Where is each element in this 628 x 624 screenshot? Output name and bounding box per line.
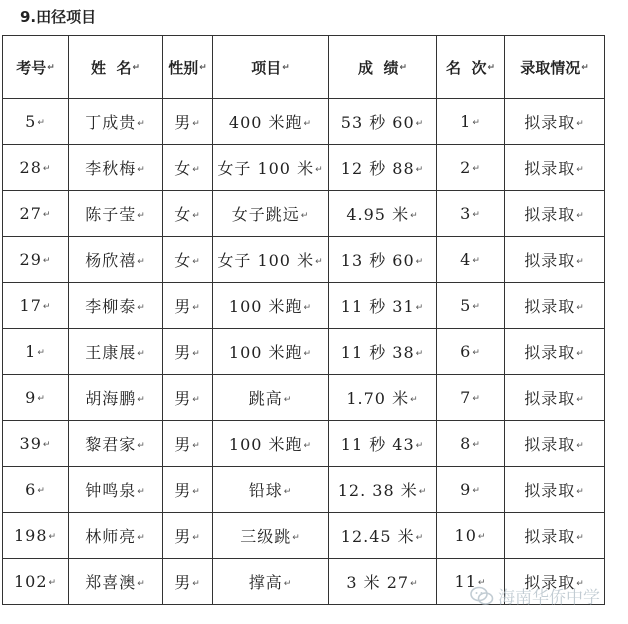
cell-name <box>69 329 163 375</box>
section-title: 9.田径项目 <box>20 8 97 26</box>
paragraph-mark: ↵ <box>576 302 585 313</box>
cell-gender-text: 男 <box>174 389 192 408</box>
cell-id-text: 29 <box>19 250 42 269</box>
cell-id <box>3 375 69 421</box>
cell-name-text: 李秋梅 <box>85 159 137 178</box>
wechat-icon <box>470 586 494 606</box>
paragraph-mark: ↵ <box>137 118 146 129</box>
paragraph-mark: ↵ <box>37 485 46 496</box>
table-row <box>3 99 605 145</box>
cell-rank-text: 9 <box>460 480 472 499</box>
cell-id <box>3 145 69 191</box>
cell-event <box>213 467 329 513</box>
cell-id <box>3 513 69 559</box>
cell-id-text: 17 <box>19 296 42 315</box>
paragraph-mark: ↵ <box>192 302 201 313</box>
table-row <box>3 421 605 467</box>
paragraph-mark: ↵ <box>576 256 585 267</box>
col-header-event: 项目↵ <box>213 36 329 99</box>
cell-gender-text: 男 <box>174 573 192 592</box>
cell-status <box>505 283 605 329</box>
paragraph-mark: ↵ <box>300 210 310 221</box>
cell-id <box>3 329 69 375</box>
cell-rank-text: 11 <box>454 572 477 591</box>
table-row <box>3 283 605 329</box>
cell-event <box>213 191 329 237</box>
cell-status <box>505 237 605 283</box>
cell-score <box>329 467 437 513</box>
cell-score-text: 4.95 米 <box>346 205 410 224</box>
paragraph-mark: ↵ <box>410 394 419 405</box>
cell-id-text: 198 <box>13 526 48 545</box>
paragraph-mark: ↵ <box>37 393 46 404</box>
cell-event-text: 三级跳 <box>240 527 292 546</box>
cell-score <box>329 421 437 467</box>
cell-event-text: 100 米跑 <box>228 297 303 316</box>
cell-status <box>505 513 605 559</box>
paragraph-mark: ↵ <box>303 302 313 313</box>
cell-name <box>69 375 163 421</box>
cell-name <box>69 467 163 513</box>
cell-name-text: 丁成贵 <box>85 113 137 132</box>
cell-score <box>329 191 437 237</box>
cell-gender-text: 男 <box>174 113 192 132</box>
cell-score-text: 12.45 米 <box>340 527 415 546</box>
paragraph-mark: ↵ <box>48 577 58 588</box>
cell-name <box>69 99 163 145</box>
cell-status-text: 拟录取 <box>524 159 576 178</box>
cell-gender-text: 女 <box>174 251 192 270</box>
paragraph-mark: ↵ <box>472 301 481 312</box>
paragraph-mark: ↵ <box>37 347 46 358</box>
cell-status <box>505 421 605 467</box>
cell-name <box>69 283 163 329</box>
paragraph-mark: ↵ <box>576 440 585 451</box>
cell-score-text: 11 秒 31 <box>340 297 415 316</box>
cell-rank <box>437 283 505 329</box>
paragraph-mark: ↵ <box>283 578 293 589</box>
cell-name-text: 李柳泰 <box>85 297 137 316</box>
cell-score-text: 53 秒 60 <box>340 113 415 132</box>
cell-gender-text: 男 <box>174 343 192 362</box>
results-table <box>2 35 605 605</box>
table-header-row <box>3 36 605 99</box>
cell-id-text: 6 <box>25 480 37 499</box>
paragraph-mark: ↵ <box>303 440 313 451</box>
paragraph-mark: ↵ <box>137 348 146 359</box>
cell-id-text: 102 <box>13 572 48 591</box>
cell-id-text: 27 <box>19 204 42 223</box>
col-header-rank: 名 次↵ <box>437 36 505 99</box>
cell-event <box>213 421 329 467</box>
cell-gender-text: 女 <box>174 159 192 178</box>
cell-score <box>329 559 437 605</box>
paragraph-mark: ↵ <box>415 532 425 543</box>
cell-id <box>3 559 69 605</box>
paragraph-mark: ↵ <box>415 118 425 129</box>
paragraph-mark: ↵ <box>192 348 201 359</box>
cell-name <box>69 513 163 559</box>
cell-gender <box>163 191 213 237</box>
cell-status <box>505 145 605 191</box>
cell-gender <box>163 283 213 329</box>
cell-rank <box>437 513 505 559</box>
paragraph-mark: ↵ <box>192 486 201 497</box>
paragraph-mark: ↵ <box>137 532 146 543</box>
cell-status <box>505 467 605 513</box>
paragraph-mark: ↵ <box>472 209 481 220</box>
cell-id <box>3 467 69 513</box>
watermark <box>470 583 600 608</box>
cell-id <box>3 421 69 467</box>
cell-score <box>329 329 437 375</box>
paragraph-mark: ↵ <box>576 164 585 175</box>
cell-event <box>213 283 329 329</box>
cell-status-text: 拟录取 <box>524 573 576 592</box>
paragraph-mark: ↵ <box>42 163 52 174</box>
paragraph-mark: ↵ <box>576 210 585 221</box>
cell-score <box>329 375 437 421</box>
paragraph-mark: ↵ <box>137 210 146 221</box>
cell-status-text: 拟录取 <box>524 435 576 454</box>
paragraph-mark: ↵ <box>415 164 425 175</box>
cell-name <box>69 237 163 283</box>
cell-rank-text: 8 <box>460 434 472 453</box>
cell-event <box>213 99 329 145</box>
paragraph-mark: ↵ <box>48 531 58 542</box>
cell-score-text: 11 秒 38 <box>340 343 415 362</box>
paragraph-mark: ↵ <box>418 486 428 497</box>
cell-event-text: 铅球 <box>248 481 283 500</box>
paragraph-mark: ↵ <box>137 440 146 451</box>
cell-rank-text: 7 <box>460 388 472 407</box>
cell-score-text: 11 秒 43 <box>340 435 415 454</box>
cell-gender <box>163 237 213 283</box>
cell-status <box>505 191 605 237</box>
cell-event-text: 跳高 <box>248 389 283 408</box>
cell-score-text: 3 米 27 <box>346 573 410 592</box>
cell-rank-text: 4 <box>460 250 472 269</box>
cell-name-text: 杨欣禧 <box>85 251 137 270</box>
paragraph-mark: ↵ <box>303 348 313 359</box>
cell-gender-text: 男 <box>174 297 192 316</box>
paragraph-mark: ↵ <box>576 486 585 497</box>
cell-score-text: 13 秒 60 <box>340 251 415 270</box>
cell-name-text: 陈子莹 <box>85 205 137 224</box>
cell-event <box>213 513 329 559</box>
cell-event <box>213 329 329 375</box>
cell-rank-text: 1 <box>460 112 472 131</box>
cell-name <box>69 559 163 605</box>
paragraph-mark: ↵ <box>192 394 201 405</box>
cell-name-text: 郑喜澳 <box>85 573 137 592</box>
cell-status <box>505 329 605 375</box>
table-row <box>3 329 605 375</box>
cell-gender <box>163 467 213 513</box>
paragraph-mark: ↵ <box>137 394 146 405</box>
cell-status <box>505 99 605 145</box>
cell-status-text: 拟录取 <box>524 113 576 132</box>
cell-status-text: 拟录取 <box>524 297 576 316</box>
paragraph-mark: ↵ <box>192 578 201 589</box>
paragraph-mark: ↵ <box>283 486 293 497</box>
paragraph-mark: ↵ <box>192 256 201 267</box>
cell-rank <box>437 191 505 237</box>
cell-rank <box>437 329 505 375</box>
cell-status-text: 拟录取 <box>524 389 576 408</box>
cell-score-text: 1.70 米 <box>346 389 410 408</box>
cell-gender <box>163 145 213 191</box>
table-row <box>3 375 605 421</box>
cell-id <box>3 237 69 283</box>
cell-id <box>3 99 69 145</box>
paragraph-mark: ↵ <box>576 348 585 359</box>
cell-gender-text: 男 <box>174 435 192 454</box>
cell-rank <box>437 99 505 145</box>
cell-score <box>329 237 437 283</box>
cell-event-text: 400 米跑 <box>228 113 303 132</box>
paragraph-mark: ↵ <box>42 255 52 266</box>
paragraph-mark: ↵ <box>303 118 313 129</box>
paragraph-mark: ↵ <box>192 210 201 221</box>
cell-event-text: 女子 100 米 <box>217 159 315 178</box>
cell-status-text: 拟录取 <box>524 251 576 270</box>
cell-score-text: 12 秒 88 <box>340 159 415 178</box>
paragraph-mark: ↵ <box>42 301 52 312</box>
cell-status-text: 拟录取 <box>524 343 576 362</box>
cell-rank-text: 3 <box>460 204 472 223</box>
cell-gender-text: 男 <box>174 481 192 500</box>
cell-name-text: 王康展 <box>85 343 137 362</box>
paragraph-mark: ↵ <box>137 486 146 497</box>
cell-score-text: 12. 38 米 <box>337 481 418 500</box>
table-row <box>3 191 605 237</box>
cell-gender <box>163 559 213 605</box>
paragraph-mark: ↵ <box>137 302 146 313</box>
cell-gender-text: 女 <box>174 205 192 224</box>
cell-score <box>329 513 437 559</box>
paragraph-mark: ↵ <box>472 393 481 404</box>
paragraph-mark: ↵ <box>477 531 487 542</box>
paragraph-mark: ↵ <box>472 255 481 266</box>
cell-gender <box>163 99 213 145</box>
cell-rank <box>437 467 505 513</box>
cell-gender <box>163 513 213 559</box>
paragraph-mark: ↵ <box>192 532 201 543</box>
paragraph-mark: ↵ <box>192 164 201 175</box>
cell-name <box>69 421 163 467</box>
cell-id-text: 5 <box>25 112 37 131</box>
cell-name <box>69 191 163 237</box>
paragraph-mark: ↵ <box>472 347 481 358</box>
cell-status-text: 拟录取 <box>524 481 576 500</box>
cell-gender <box>163 375 213 421</box>
cell-rank <box>437 375 505 421</box>
paragraph-mark: ↵ <box>410 578 419 589</box>
cell-score <box>329 145 437 191</box>
cell-event-text: 女子 100 米 <box>217 251 315 270</box>
cell-rank-text: 5 <box>460 296 472 315</box>
col-header-name: 姓 名↵ <box>69 36 163 99</box>
cell-status <box>505 375 605 421</box>
cell-event-text: 女子跳远 <box>231 205 300 224</box>
paragraph-mark: ↵ <box>472 117 481 128</box>
cell-name-text: 钟鸣泉 <box>85 481 137 500</box>
paragraph-mark: ↵ <box>415 348 425 359</box>
cell-score <box>329 99 437 145</box>
paragraph-mark: ↵ <box>415 440 425 451</box>
table-row <box>3 145 605 191</box>
cell-id-text: 1 <box>25 342 37 361</box>
cell-id-text: 9 <box>25 388 37 407</box>
col-header-score: 成 绩↵ <box>329 36 437 99</box>
paragraph-mark: ↵ <box>192 118 201 129</box>
paragraph-mark: ↵ <box>315 164 324 175</box>
cell-status-text: 拟录取 <box>524 527 576 546</box>
cell-id-text: 39 <box>19 434 42 453</box>
table-row <box>3 467 605 513</box>
paragraph-mark: ↵ <box>410 210 419 221</box>
cell-event <box>213 145 329 191</box>
paragraph-mark: ↵ <box>42 439 52 450</box>
paragraph-mark: ↵ <box>576 394 585 405</box>
col-header-id: 考号↵ <box>3 36 69 99</box>
paragraph-mark: ↵ <box>137 578 146 589</box>
paragraph-mark: ↵ <box>292 532 301 543</box>
paragraph-mark: ↵ <box>137 256 146 267</box>
paragraph-mark: ↵ <box>37 117 46 128</box>
cell-event <box>213 559 329 605</box>
cell-name-text: 林师亮 <box>85 527 137 546</box>
paragraph-mark: ↵ <box>472 163 481 174</box>
paragraph-mark: ↵ <box>137 164 146 175</box>
cell-event <box>213 375 329 421</box>
cell-rank <box>437 145 505 191</box>
paragraph-mark: ↵ <box>472 439 481 450</box>
cell-gender <box>163 421 213 467</box>
paragraph-mark: ↵ <box>192 440 201 451</box>
table-row <box>3 513 605 559</box>
table-row <box>3 237 605 283</box>
cell-gender <box>163 329 213 375</box>
paragraph-mark: ↵ <box>42 209 52 220</box>
paragraph-mark: ↵ <box>472 485 481 496</box>
paragraph-mark: ↵ <box>283 394 293 405</box>
paragraph-mark: ↵ <box>576 118 585 129</box>
paragraph-mark: ↵ <box>415 302 425 313</box>
cell-gender-text: 男 <box>174 527 192 546</box>
cell-rank-text: 6 <box>460 342 472 361</box>
paragraph-mark: ↵ <box>576 532 585 543</box>
cell-id <box>3 283 69 329</box>
cell-event-text: 100 米跑 <box>228 343 303 362</box>
cell-id <box>3 191 69 237</box>
cell-name <box>69 145 163 191</box>
cell-name-text: 黎君家 <box>85 435 137 454</box>
cell-event-text: 撑高 <box>248 573 283 592</box>
cell-name-text: 胡海鹏 <box>85 389 137 408</box>
paragraph-mark: ↵ <box>415 256 425 267</box>
watermark-text: 海南华侨中学 <box>498 588 600 608</box>
cell-rank <box>437 237 505 283</box>
col-header-status: 录取情况↵ <box>505 36 605 99</box>
cell-id-text: 28 <box>19 158 42 177</box>
cell-status-text: 拟录取 <box>524 205 576 224</box>
col-header-gender: 性别↵ <box>163 36 213 99</box>
cell-rank <box>437 421 505 467</box>
cell-score <box>329 283 437 329</box>
cell-event <box>213 237 329 283</box>
paragraph-mark: ↵ <box>477 577 487 588</box>
paragraph-mark: ↵ <box>576 578 585 589</box>
paragraph-mark: ↵ <box>315 256 324 267</box>
cell-rank-text: 2 <box>460 158 472 177</box>
cell-event-text: 100 米跑 <box>228 435 303 454</box>
cell-rank-text: 10 <box>454 526 477 545</box>
